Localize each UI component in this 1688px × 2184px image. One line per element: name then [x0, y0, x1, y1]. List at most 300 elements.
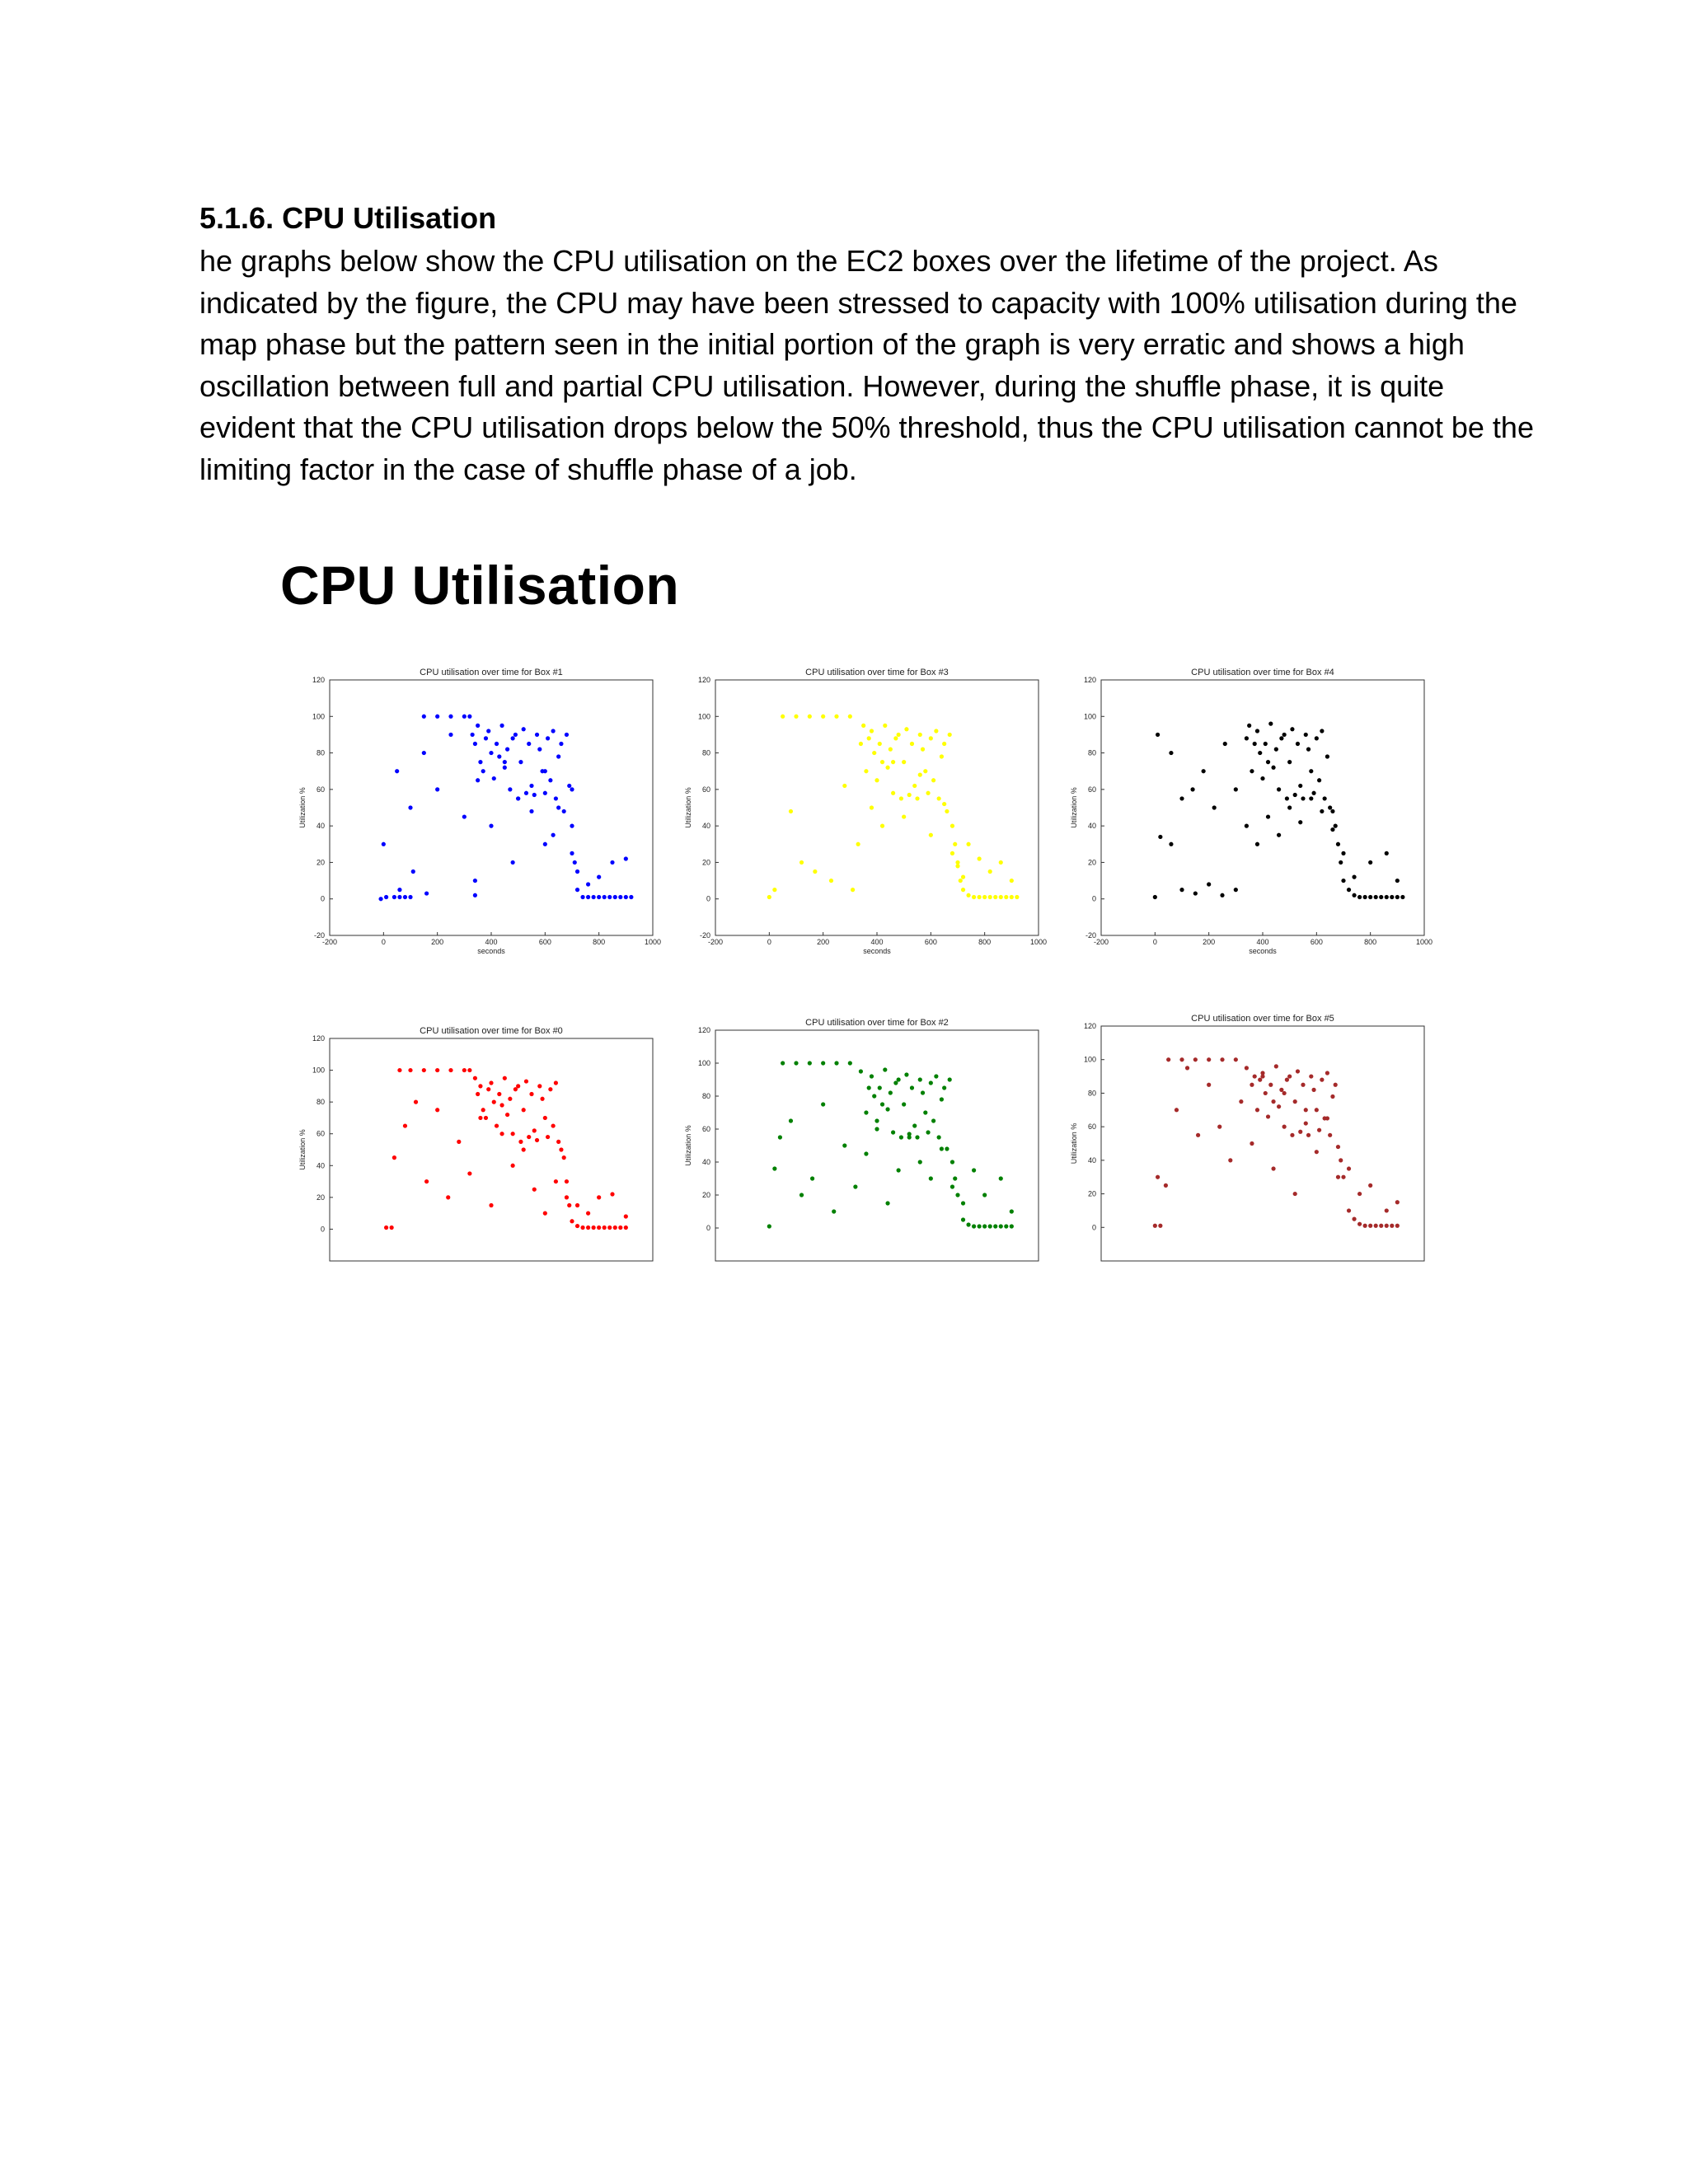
data-point: [912, 784, 917, 788]
data-point: [972, 1224, 976, 1228]
data-point: [467, 715, 471, 719]
x-tick-label: 0: [767, 938, 771, 946]
data-point: [1325, 754, 1329, 758]
data-point: [556, 1140, 560, 1144]
data-point: [422, 715, 426, 719]
data-point: [1287, 760, 1292, 764]
chart-title: CPU utilisation over time for Box #0: [420, 1026, 563, 1036]
data-point: [551, 1123, 556, 1127]
data-point: [1328, 805, 1332, 809]
data-point: [382, 842, 386, 846]
data-point: [870, 1074, 874, 1078]
data-point: [848, 1061, 852, 1065]
data-point: [1253, 742, 1257, 746]
data-point: [562, 809, 566, 813]
data-point: [610, 1192, 614, 1196]
y-tick-label: 0: [320, 894, 325, 903]
data-point: [878, 1085, 882, 1090]
chart-title: CPU utilisation over time for Box #4: [1191, 668, 1334, 677]
x-axis-label: seconds: [477, 947, 505, 955]
data-point: [966, 842, 970, 846]
data-point: [1368, 1183, 1372, 1188]
data-point: [414, 1100, 418, 1104]
data-point: [1239, 1099, 1243, 1104]
data-point: [1175, 1108, 1179, 1112]
data-point: [1282, 733, 1287, 737]
data-point: [492, 776, 496, 780]
y-tick-label: 0: [706, 1224, 710, 1232]
y-tick-label: 0: [1091, 1223, 1096, 1232]
data-point: [1274, 1064, 1278, 1068]
data-point: [1357, 895, 1362, 899]
data-point: [945, 809, 949, 813]
chart-title: CPU utilisation over time for Box #3: [805, 668, 949, 677]
data-point: [921, 748, 925, 752]
data-point: [872, 1094, 876, 1098]
data-point: [926, 791, 930, 795]
data-point: [1166, 1057, 1170, 1062]
data-point: [781, 715, 785, 719]
data-point: [565, 1195, 569, 1199]
x-tick-label: 0: [1152, 938, 1157, 946]
data-point: [1268, 1083, 1273, 1087]
data-point: [937, 1135, 941, 1139]
x-tick-label: 200: [1203, 938, 1216, 946]
data-point: [912, 1123, 917, 1127]
data-point: [435, 715, 439, 719]
data-point: [961, 875, 965, 879]
data-point: [1320, 729, 1324, 733]
data-point: [1317, 1128, 1321, 1132]
data-point: [934, 729, 938, 733]
data-point: [1282, 1091, 1287, 1095]
data-point: [484, 736, 488, 740]
data-point: [1347, 1166, 1351, 1170]
data-point: [1207, 1083, 1211, 1087]
data-point: [1258, 1078, 1262, 1082]
data-point: [851, 888, 855, 892]
data-point: [929, 1080, 933, 1085]
data-point: [999, 860, 1003, 865]
data-point: [543, 791, 547, 795]
data-point: [1193, 1057, 1198, 1062]
x-tick-label: -200: [707, 938, 724, 946]
data-point: [473, 742, 477, 746]
data-point: [940, 1146, 944, 1151]
section-heading: 5.1.6. CPU Utilisation: [199, 201, 497, 235]
data-point: [889, 748, 893, 752]
data-point: [1253, 1074, 1257, 1078]
data-point: [885, 1201, 889, 1205]
data-point: [1212, 805, 1217, 809]
data-point: [1304, 1108, 1308, 1112]
y-tick-label: -20: [1085, 931, 1096, 940]
x-tick-label: 400: [870, 938, 884, 946]
chart-box-4: [1060, 663, 1447, 960]
data-point: [808, 1061, 812, 1065]
data-point: [1164, 1183, 1168, 1188]
data-point: [481, 769, 485, 773]
data-point: [610, 860, 614, 865]
data-point: [929, 736, 933, 740]
data-point: [993, 895, 997, 899]
y-tick-label: 80: [316, 1098, 325, 1107]
data-point: [397, 888, 401, 892]
data-point: [492, 1100, 496, 1104]
data-point: [813, 869, 817, 874]
data-point: [497, 1092, 501, 1096]
data-point: [1250, 1083, 1254, 1087]
data-point: [424, 891, 429, 895]
data-point: [1179, 796, 1184, 800]
data-point: [513, 733, 518, 737]
data-point: [897, 1077, 901, 1081]
data-point: [522, 1108, 526, 1112]
data-point: [899, 1135, 903, 1139]
y-tick-label: 20: [701, 858, 710, 867]
data-point: [486, 1087, 490, 1091]
data-point: [832, 1209, 836, 1213]
data-point: [910, 742, 914, 746]
data-point: [532, 1128, 537, 1132]
x-tick-label: 600: [1310, 938, 1323, 946]
y-tick-label: 60: [1087, 785, 1096, 794]
data-point: [554, 1080, 558, 1085]
data-point: [955, 864, 959, 868]
data-point: [1223, 742, 1227, 746]
x-axis-label: seconds: [863, 947, 891, 955]
data-point: [799, 860, 804, 865]
data-point: [597, 895, 601, 899]
data-point: [891, 1130, 895, 1134]
data-point: [1260, 1074, 1264, 1078]
data-point: [1315, 1108, 1319, 1112]
data-point: [1317, 778, 1321, 782]
data-point: [1158, 1224, 1162, 1228]
data-point: [918, 733, 922, 737]
chart-box-0: [288, 1022, 676, 1261]
data-point: [397, 1068, 401, 1072]
data-point: [1374, 895, 1378, 899]
y-axis-label: Utilization %: [684, 787, 692, 828]
x-tick-label: 200: [431, 938, 444, 946]
data-point: [435, 787, 439, 791]
data-point: [864, 769, 868, 773]
data-point: [1158, 835, 1162, 839]
data-point: [1285, 796, 1289, 800]
chart-box-5: [1060, 1010, 1447, 1261]
data-point: [607, 1226, 612, 1230]
data-point: [1347, 888, 1351, 892]
data-point: [467, 1171, 471, 1175]
data-point: [1255, 729, 1259, 733]
data-point: [867, 1085, 871, 1090]
data-point: [618, 895, 622, 899]
data-point: [923, 1110, 927, 1114]
data-point: [1352, 1217, 1356, 1221]
data-point: [1004, 895, 1008, 899]
x-tick-label: 800: [1364, 938, 1377, 946]
data-point: [516, 796, 520, 800]
y-tick-label: 40: [701, 1158, 710, 1166]
data-point: [942, 802, 946, 806]
data-point: [497, 754, 501, 758]
data-point: [1245, 824, 1249, 828]
data-point: [392, 1155, 396, 1160]
data-point: [565, 1179, 569, 1183]
data-point: [1298, 820, 1302, 824]
data-point: [527, 1135, 531, 1139]
data-point: [1255, 842, 1259, 846]
data-point: [613, 1226, 617, 1230]
x-tick-label: 600: [924, 938, 937, 946]
y-tick-label: 80: [701, 1092, 710, 1100]
y-tick-label: 80: [316, 748, 325, 757]
data-point: [624, 856, 628, 860]
data-point: [559, 1147, 563, 1151]
data-point: [1341, 1175, 1345, 1179]
data-point: [1169, 842, 1173, 846]
y-axis-label: Utilization %: [1070, 1122, 1078, 1165]
data-point: [1193, 891, 1198, 895]
data-point: [918, 1160, 922, 1164]
x-tick-label: 400: [1256, 938, 1269, 946]
data-point: [516, 1084, 520, 1088]
data-point: [537, 748, 542, 752]
data-point: [1395, 879, 1400, 883]
y-tick-label: 60: [316, 1129, 325, 1138]
data-point: [1296, 742, 1300, 746]
data-point: [893, 1080, 898, 1085]
data-point: [435, 1068, 439, 1072]
data-point: [950, 1184, 954, 1188]
y-tick-label: 80: [1087, 1089, 1096, 1098]
data-point: [848, 715, 852, 719]
data-point: [1015, 895, 1019, 899]
data-point: [874, 1118, 879, 1122]
y-tick-label: 80: [701, 748, 710, 757]
data-point: [527, 742, 531, 746]
data-point: [1325, 1116, 1329, 1120]
data-point: [1341, 851, 1345, 855]
data-point: [885, 766, 889, 770]
data-point: [473, 1076, 477, 1080]
y-tick-label: 40: [1087, 1155, 1096, 1165]
data-point: [1385, 1224, 1389, 1228]
data-point: [603, 1226, 607, 1230]
data-point: [518, 1140, 523, 1144]
x-tick-label: -200: [321, 938, 338, 946]
data-point: [1325, 1071, 1329, 1075]
data-point: [556, 805, 560, 809]
data-point: [503, 760, 507, 764]
data-point: [1368, 860, 1372, 865]
data-point: [1400, 895, 1404, 899]
y-tick-label: 20: [316, 858, 325, 867]
data-point: [1217, 1125, 1221, 1129]
data-point: [1220, 1057, 1224, 1062]
y-tick-label: 60: [1087, 1122, 1096, 1132]
data-point: [999, 1176, 1003, 1180]
data-point: [1309, 769, 1313, 773]
data-point: [446, 1195, 450, 1199]
data-point: [511, 860, 515, 865]
data-point: [580, 895, 584, 899]
data-point: [1395, 1200, 1400, 1204]
data-point: [910, 1085, 914, 1090]
chart-box-1: [288, 663, 676, 960]
data-point: [942, 742, 946, 746]
y-tick-label: 0: [706, 894, 710, 903]
data-point: [1228, 1158, 1232, 1162]
y-tick-label: 20: [1087, 1189, 1096, 1198]
data-point: [1352, 893, 1356, 898]
x-tick-label: -200: [1093, 938, 1109, 946]
data-point: [1010, 879, 1014, 883]
data-point: [532, 793, 537, 797]
data-point: [478, 1116, 482, 1120]
data-point: [395, 769, 399, 773]
data-point: [1330, 809, 1334, 813]
data-point: [546, 1135, 550, 1139]
data-point: [1247, 724, 1251, 728]
data-point: [1266, 760, 1270, 764]
data-point: [505, 748, 509, 752]
data-point: [467, 1068, 471, 1072]
data-point: [978, 895, 982, 899]
data-point: [885, 1107, 889, 1111]
data-point: [1328, 1133, 1332, 1137]
data-point: [1334, 824, 1338, 828]
data-point: [1207, 882, 1211, 886]
data-point: [495, 1123, 499, 1127]
data-point: [859, 742, 863, 746]
data-point: [518, 760, 523, 764]
data-point: [529, 809, 533, 813]
data-point: [567, 784, 571, 788]
data-point: [1202, 769, 1206, 773]
data-point: [799, 1193, 804, 1197]
data-point: [1266, 1114, 1270, 1118]
data-point: [1156, 1175, 1160, 1179]
data-point: [772, 1166, 776, 1170]
data-point: [1336, 1175, 1340, 1179]
data-point: [948, 1077, 952, 1081]
data-point: [1379, 895, 1383, 899]
data-point: [1234, 888, 1238, 892]
data-point: [982, 1224, 987, 1228]
data-point: [624, 1226, 628, 1230]
data-point: [543, 1212, 547, 1216]
data-point: [942, 1085, 946, 1090]
data-point: [1282, 1125, 1287, 1129]
data-point: [856, 842, 860, 846]
y-tick-label: 40: [316, 1161, 325, 1170]
y-axis-label: Utilization %: [684, 1125, 692, 1166]
data-point: [904, 1072, 908, 1076]
data-point: [767, 1224, 771, 1228]
data-point: [546, 736, 550, 740]
data-point: [867, 736, 871, 740]
y-tick-label: 20: [316, 1193, 325, 1202]
data-point: [1220, 893, 1224, 898]
data-point: [902, 1102, 906, 1106]
data-point: [562, 1155, 566, 1160]
data-point: [1271, 1166, 1275, 1170]
data-point: [842, 1143, 846, 1147]
data-point: [462, 1068, 467, 1072]
y-tick-label: 100: [1083, 712, 1096, 721]
data-point: [1330, 827, 1334, 832]
data-point: [859, 1069, 863, 1073]
data-point: [424, 1179, 429, 1183]
data-point: [548, 1087, 552, 1091]
data-point: [937, 796, 941, 800]
data-point: [842, 784, 846, 788]
data-point: [1245, 736, 1249, 740]
data-point: [1153, 895, 1157, 899]
data-point: [864, 1110, 868, 1114]
data-point: [570, 824, 574, 828]
body-paragraph: he graphs below show the CPU utilisation on the EC2 boxes over the lifetime of the project. As indicated by the figure, the CPU may have been stressed to capacity with 100% utilisation during the map phase but the pattern seen in the initial portion of the graph is very erratic and shows a high oscillation between full and partial CPU utilisation. However, during the shuffle phase, it is quite evident that the CPU utilisation drops below the 50% threshold, thus the CPU utilisation cannot be the limiting factor in the case of shuffle phase of a job.: [199, 244, 1534, 486]
data-point: [486, 729, 490, 733]
figure-title: CPU Utilisation: [280, 555, 680, 616]
y-axis-label: Utilization %: [298, 787, 307, 828]
data-point: [537, 1084, 542, 1088]
data-point: [1385, 895, 1389, 899]
data-point: [955, 860, 959, 865]
data-point: [907, 1135, 912, 1139]
data-point: [597, 1195, 601, 1199]
data-point: [592, 1226, 596, 1230]
data-point: [540, 1097, 544, 1101]
data-point: [1298, 784, 1302, 788]
data-point: [874, 778, 879, 782]
data-point: [1185, 1066, 1189, 1070]
data-point: [1306, 748, 1311, 752]
data-point: [781, 1061, 785, 1065]
data-point: [808, 715, 812, 719]
data-point: [543, 842, 547, 846]
data-point: [897, 733, 901, 737]
data-point: [880, 760, 884, 764]
data-point: [476, 1092, 480, 1096]
data-point: [883, 724, 887, 728]
data-point: [794, 715, 798, 719]
data-point: [484, 1116, 488, 1120]
data-point: [392, 895, 396, 899]
data-point: [597, 875, 601, 879]
data-point: [1287, 1074, 1292, 1078]
y-tick-label: 80: [1087, 748, 1096, 757]
data-point: [861, 724, 865, 728]
data-point: [1277, 1104, 1281, 1108]
data-point: [1315, 736, 1319, 740]
data-point: [789, 809, 793, 813]
data-point: [1352, 875, 1356, 879]
x-tick-label: 1000: [1029, 938, 1048, 946]
x-tick-label: 1000: [644, 938, 662, 946]
data-point: [1169, 751, 1173, 755]
data-point: [543, 769, 547, 773]
data-point: [1368, 1224, 1372, 1228]
data-point: [929, 1176, 933, 1180]
data-point: [988, 895, 992, 899]
data-point: [478, 760, 482, 764]
data-point: [408, 805, 412, 809]
data-point: [489, 751, 493, 755]
data-point: [999, 1224, 1003, 1228]
